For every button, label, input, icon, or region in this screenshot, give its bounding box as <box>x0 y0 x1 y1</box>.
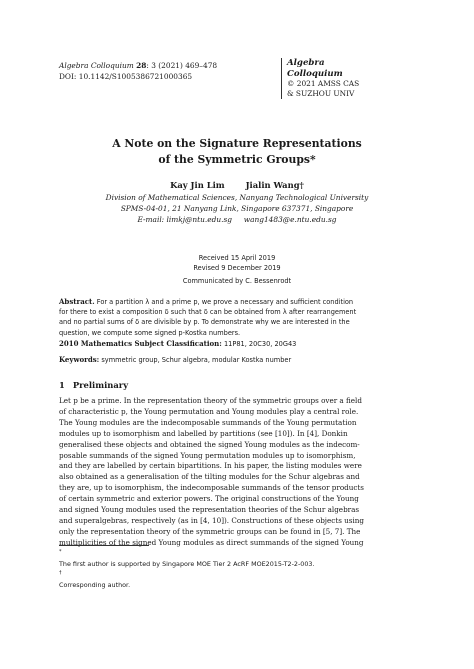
revised-date: Revised 9 December 2019 <box>193 264 281 272</box>
abstract-text-4: question, we compute some signed p-Kostka numbers. <box>59 328 241 337</box>
abstract-label: Abstract. <box>59 297 95 306</box>
keywords-value: symmetric group, Schur algebra, modular Kostka number <box>101 356 292 364</box>
journal-citation <box>59 60 299 82</box>
journal-name: Algebra Colloquium <box>59 61 134 70</box>
footnote-2-text: Corresponding author. <box>59 581 131 590</box>
author-list <box>0 180 474 190</box>
section-number: 1 <box>59 380 65 390</box>
body-line: and they are labelled by certain bipartitions. In his paper, the listing modules were <box>59 461 362 471</box>
paper-title <box>0 136 474 168</box>
abstract <box>59 297 414 338</box>
footnote-1 <box>59 548 415 569</box>
journal-box-title-2: Colloquium <box>287 68 343 79</box>
communicated-by: Communicated by C. Bessenrodt <box>182 277 292 285</box>
journal-box-title-1: Algebra <box>287 58 325 68</box>
body-line: and superalgebras, respectively (as in [4, 10]). Constructions of these objects using <box>59 515 365 525</box>
citation-line <box>59 60 299 71</box>
footnote-2-mark: † <box>59 570 62 577</box>
msc-classification <box>59 339 414 348</box>
issue-info: : 3 (2021) 469–478 <box>146 61 218 70</box>
title-line-1: A Note on the Signature Representations <box>112 137 362 150</box>
body-line: generalised these objects and obtained the signed Young modules as the indecom- <box>59 439 360 449</box>
msc-label: 2010 Mathematics Subject Classification: <box>59 339 222 348</box>
journal-box-copyright: © 2021 AMSS CAS <box>287 79 360 88</box>
section-title: Preliminary <box>72 380 129 390</box>
abstract-text-3: and no partial sums of δ are divisible by p. To demonstrate why we are interested in the <box>59 318 350 327</box>
section-heading <box>59 380 128 390</box>
body-line: of certain symmetric and exterior powers. The original constructions of the Young <box>59 494 359 504</box>
body-line: Let p be a prime. In the representation theory of the symmetric groups over a field <box>59 396 362 405</box>
footnote-1-text: The first author is supported by Singapore MOE Tier 2 AcRF MOE2015-T2-2-003. <box>59 559 315 568</box>
body-text <box>59 396 415 549</box>
body-line: modules up to isomorphism and labelled by partitions (see [10]). In [4], Donkin <box>59 428 348 438</box>
journal-box <box>281 58 417 99</box>
abstract-text-2: for there to exist a composition δ such that δ can be obtained from λ after rearrangement <box>59 308 357 317</box>
submission-dates <box>0 253 474 273</box>
doi-line: DOI: 10.1142/S1005386721000365 <box>59 72 193 81</box>
keywords <box>59 355 414 364</box>
volume-number: 28 <box>136 61 147 70</box>
footnote-2 <box>59 569 415 590</box>
author-2: Jialin Wang† <box>245 180 304 190</box>
abstract-line <box>59 297 414 307</box>
body-line: posable summands of the signed Young permutation modules up to isomorphism, <box>59 450 356 460</box>
abstract-text-1: For a partition λ and a prime p, we prove a necessary and sufficient condition <box>96 298 354 306</box>
body-line: they are, up to isomorphism, the indecomposable summands of the tensor products <box>59 483 364 493</box>
received-date: Received 15 April 2019 <box>198 254 276 262</box>
body-line: also obtained as a generalisation of the tilting modules for the Schur algebras and <box>59 472 360 482</box>
body-line: multiplicities of the signed Young modules as direct summands of the signed Young <box>59 537 364 547</box>
journal-box-publisher: & SUZHOU UNIV <box>287 88 355 98</box>
affiliation-line-2: SPMS-04-01, 21 Nanyang Link, Singapore 637371, Singapore <box>120 204 354 213</box>
body-line: The Young modules are the indecomposable summands of the Young permutation <box>59 417 357 427</box>
body-line: of characteristic p, the Young permutation and Young modules play a central role. <box>59 406 359 416</box>
footnote-1-mark: * <box>59 549 62 555</box>
affiliation-line-1: Division of Mathematical Sciences, Nanyang Technological University <box>105 193 369 202</box>
affiliation <box>0 192 474 225</box>
footnote-rule <box>59 545 149 546</box>
email-line: E-mail: limkj@ntu.edu.sg wang1483@e.ntu.edu.sg <box>137 215 337 224</box>
author-1: Kay Jin Lim <box>170 180 225 190</box>
body-line: and signed Young modules used the representation theories of the Schur algebras <box>59 505 360 515</box>
body-line: only the representation theory of the symmetric groups can be found in [5, 7]. The <box>59 526 361 536</box>
footnotes <box>59 548 415 591</box>
keywords-label: Keywords: <box>59 355 100 364</box>
title-line-2: of the Symmetric Groups* <box>158 153 316 166</box>
msc-value: 11P81, 20C30, 20G43 <box>223 340 297 348</box>
